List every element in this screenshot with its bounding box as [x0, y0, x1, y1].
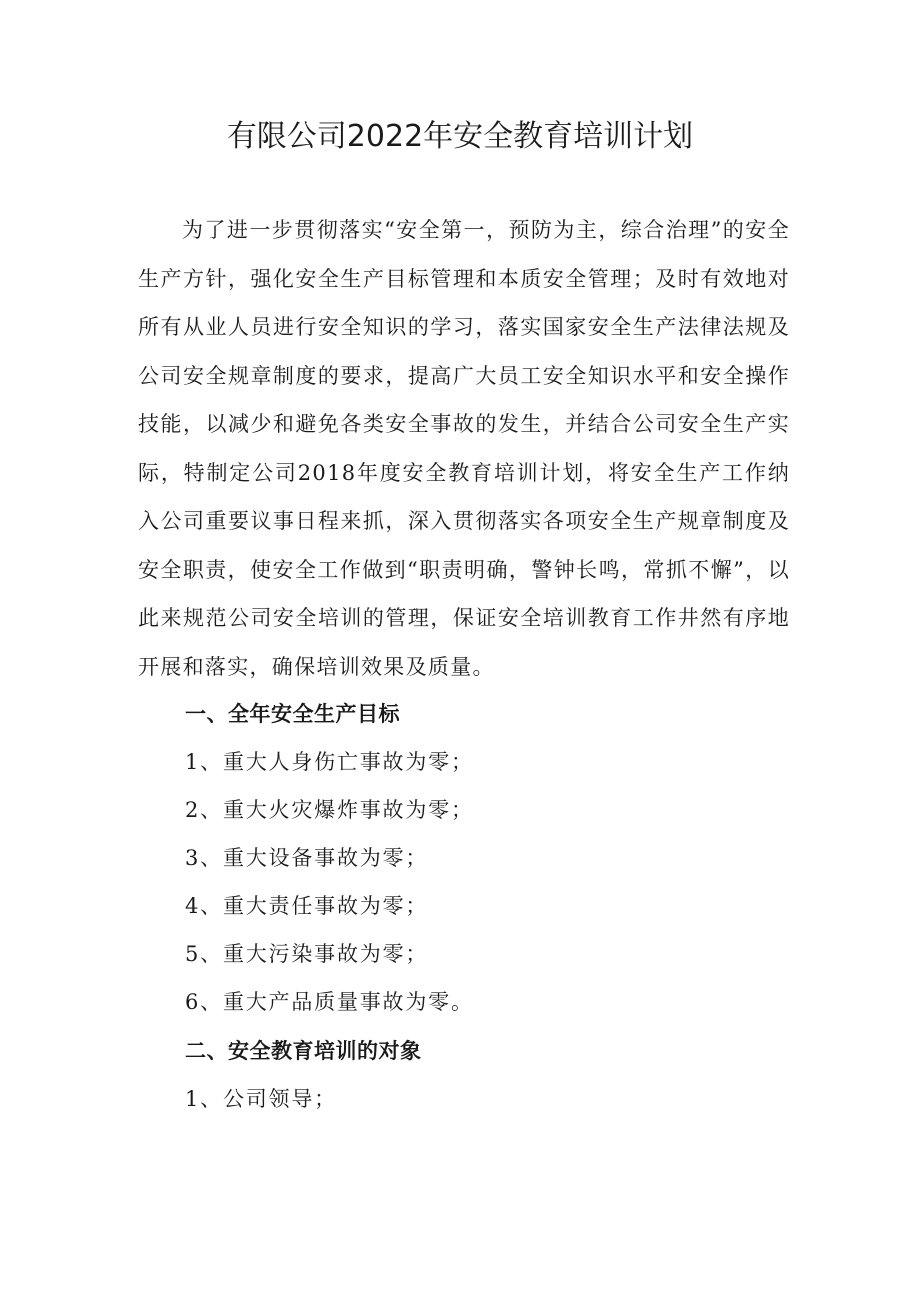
goal-item: 3、重大设备事故为零；	[185, 846, 429, 870]
goal-item: 4、重大责任事故为零；	[185, 894, 429, 918]
goal-item: 5、重大污染事故为零；	[185, 942, 429, 966]
goal-item: 2、重大火灾爆炸事故为零；	[185, 798, 474, 822]
goal-item: 6、重大产品质量事故为零。	[185, 990, 474, 1014]
section-heading-goals: 一、全年安全生产目标	[185, 702, 400, 726]
target-item: 1、公司领导；	[185, 1087, 337, 1111]
section-heading-targets: 二、安全教育培训的对象	[185, 1039, 422, 1063]
intro-paragraph: 为了进一步贯彻落实“安全第一，预防为主，综合治理”的安全生产方针，强化安全生产目标管理和本质安全管理；及时有效地对所有从业人员进行安全知识的学习，落实国家安全生产法律法规及公司安全规章制度的要求，提高广大员工安全知识水平和安全操作技能，以减少和避免各类安全事故的发生，并结合公司安全生产实际，特制定公司2018年度安全教育培训计划，将安全生产工作纳入公司重要议事日程来抓，深入贯彻落实各项安全生产规章制度及安全职责，使安全工作做到“职责明确，警钟长鸣，常抓不懈”，以此来规范公司安全培训的管理，保证安全培训教育工作井然有序地开展和落实，确保培训效果及质量。	[138, 218, 790, 679]
document-title: 有限公司2022年安全教育培训计划	[226, 119, 694, 154]
goal-item: 1、重大人身伤亡事故为零；	[185, 750, 474, 774]
